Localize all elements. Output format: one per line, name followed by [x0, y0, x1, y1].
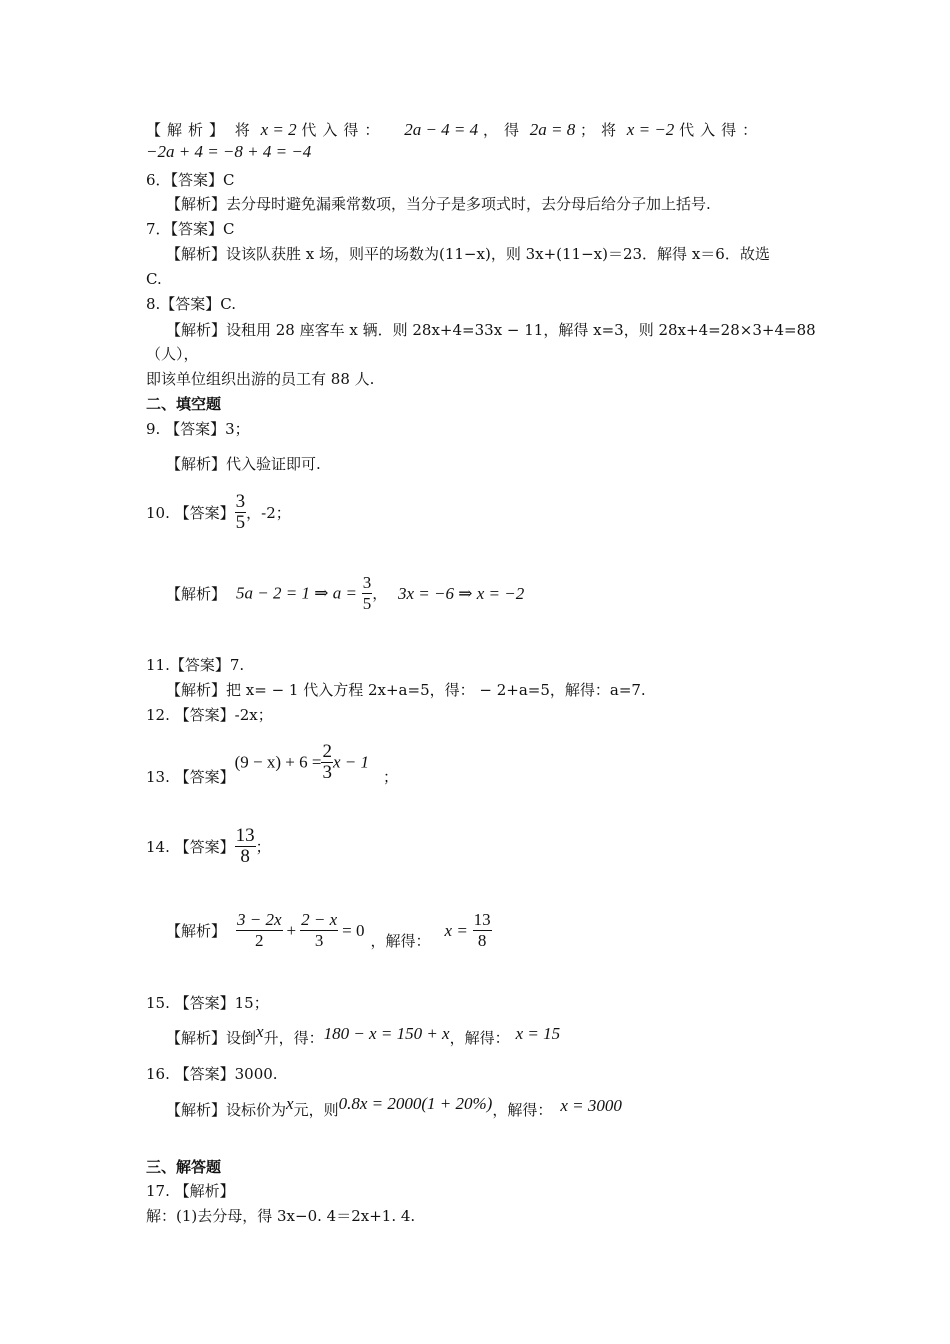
q14-analysis: 【解析】 $\frac{3 - 2x}{2}$ + $\frac{2 - x}{3}$ = 0，解得：x = $\frac{13}{8}$	[166, 910, 491, 950]
q9-answer: 9. 【答案】3；	[146, 420, 250, 438]
q15-answer: 15. 【答案】15；	[146, 994, 269, 1012]
q9-analysis: 【解析】代入验证即可.	[166, 455, 321, 473]
q12-answer: 12. 【答案】-2x；	[146, 706, 273, 724]
math-expr: 5a − 2 = 1 ⇒ a =	[236, 583, 357, 603]
q6-answer: 6．【答案】C	[146, 171, 235, 189]
q17-solution-line1: 解：(1)去分母，得 3x−0. 4＝2x+1. 4.	[146, 1207, 416, 1225]
math-expr: 180 − x = 150 + x	[323, 1024, 450, 1043]
q16-analysis: 【解析】设标价为x元，则0.8x = 2000(1 + 20%)，解得： x = 3000	[166, 1094, 622, 1119]
q13-answer: 13. 【答案】(9 − x) + 6 = $\frac{2}{3}$ x − 1；	[146, 741, 399, 786]
fraction: $\frac{13}{8}$	[235, 825, 255, 867]
q8-analysis-conclusion: 即该单位组织出游的员工有 88 人.	[146, 370, 375, 388]
math-expr: −2a + 4 = −8 + 4 = −4	[146, 142, 312, 161]
q5-analysis-label: 【解析】	[146, 121, 231, 139]
fraction: $\frac{13}{8}$	[473, 910, 491, 950]
math-expr: x = 3000	[560, 1096, 622, 1115]
math-expr: 0.8x = 2000(1 + 20%)	[338, 1094, 493, 1113]
q15-analysis: 【解析】设倒x升，得：180 − x = 150 + x，解得： x = 15	[166, 1022, 561, 1047]
q14-answer: 14. 【答案】 $\frac{13}{8}$ ；	[146, 825, 271, 867]
q8-answer: 8.【答案】C.	[146, 295, 237, 313]
fraction: $\frac{2 - x}{3}$	[301, 910, 338, 950]
fraction: $\frac{2}{3}$	[322, 741, 332, 783]
q10-analysis: 【解析】 5a − 2 = 1 ⇒ a = $\frac{3}{5}$ ， 3x = −6 ⇒ x = −2	[166, 573, 525, 613]
q7-analysis-cont: C.	[146, 270, 162, 288]
math-expr: x =	[444, 920, 468, 940]
fraction: $\frac{3}{5}$	[362, 573, 372, 613]
q8-analysis: 【解析】设租用 28 座客车 x 辆．则 28x+4=33x − 11，解得 x=3，则 28x+4=28×3+4=88	[166, 321, 816, 339]
math-expr: x = 15	[515, 1024, 561, 1043]
q17-answer: 17. 【解析】	[146, 1182, 235, 1200]
q16-answer: 16. 【答案】3000.	[146, 1065, 278, 1083]
math-expr: x = −2	[626, 120, 675, 139]
q5-analysis-line1: 【解析】 将 x = 2 代入得： 2a − 4 = 4 ，得 2a = 8 ；将 x = −2 代入得：	[146, 120, 764, 139]
q11-answer: 11.【答案】7.	[146, 656, 245, 674]
section-fill-in-heading: 二、填空题	[146, 395, 222, 413]
section-solve-heading: 三、解答题	[146, 1158, 222, 1176]
q7-answer: 7．【答案】C	[146, 220, 235, 238]
fraction: $\frac{3}{5}$	[235, 491, 246, 533]
q7-analysis: 【解析】设该队获胜 x 场，则平的场数为(11−x)，则 3x+(11−x)＝23．解得 x＝6．故选	[166, 245, 770, 263]
q8-analysis-cont: （人），	[146, 345, 199, 363]
q6-analysis: 【解析】去分母时避免漏乘常数项，当分子是多项式时，去分母后给分子加上括号.	[166, 195, 711, 213]
math-expr: x = 2	[260, 120, 297, 139]
math-expr: 3x = −6 ⇒ x = −2	[398, 583, 525, 603]
fraction: $\frac{3 - 2x}{2}$	[237, 910, 282, 950]
math-expr: x − 1	[332, 752, 369, 772]
q10-answer: 10. 【答案】 $\frac{3}{5}$ ，-2；	[146, 491, 291, 533]
math-expr: 2a = 8	[529, 120, 576, 139]
math-expr: 2a − 4 = 4	[404, 120, 479, 139]
q5-analysis-line2	[146, 142, 311, 162]
math-expr: (9 − x) + 6 =	[234, 752, 322, 772]
q11-analysis: 【解析】把 x= − 1 代入方程 2x+a=5，得： − 2+a=5，解得：a=7.	[166, 681, 646, 699]
